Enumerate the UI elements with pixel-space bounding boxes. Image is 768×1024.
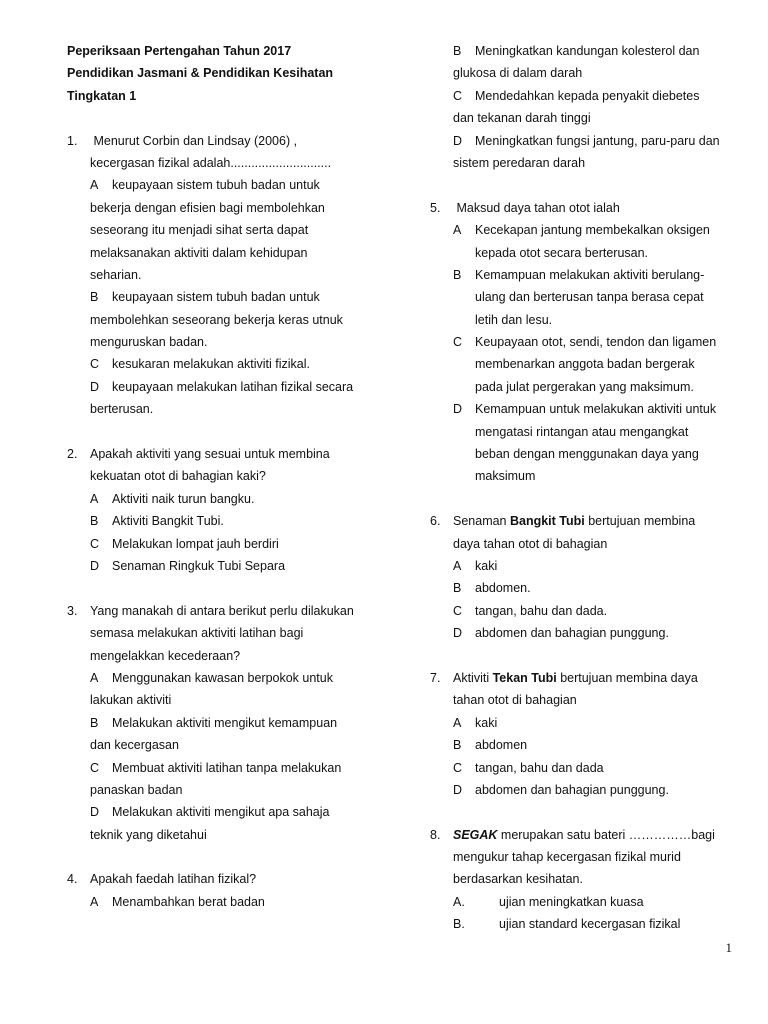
question-1-option-a-cont: melaksanakan aktiviti dalam kehidupan	[90, 245, 308, 260]
bold-term: Tekan Tubi	[492, 670, 557, 685]
question-3-option-b: B Melakukan aktiviti mengikut kemampuan	[90, 715, 338, 730]
question-5-option-a-cont: kepada otot secara berterusan.	[475, 245, 649, 260]
question-8-stem: 8. SEGAK merupakan satu bateri ……………bagi	[430, 824, 730, 846]
question-3-option-d: D Melakukan aktiviti mengikut apa sahaja	[90, 805, 330, 820]
right-column	[430, 40, 730, 936]
question-6-option-d: D abdomen dan bahagian punggung.	[453, 626, 669, 641]
question-5-option-b: B Kemampuan melakukan aktiviti berulang-	[453, 267, 705, 282]
question-4-stem: 4. Apakah faedah latihan fizikal?	[67, 868, 367, 890]
question-6-stem: 6. Senaman Bangkit Tubi bertujuan membina	[430, 510, 730, 532]
question-2-option-a: A Aktiviti naik turun bangku.	[90, 491, 255, 506]
form-level: Tingkatan 1	[67, 88, 137, 103]
question-5-option-d-cont: maksimum	[475, 469, 536, 484]
question-6-option-c: C tangan, bahu dan dada.	[453, 603, 608, 618]
question-3-stem-cont: mengelakkan kecederaan?	[90, 648, 241, 663]
question-1-option-a-cont: seharian.	[90, 267, 142, 282]
question-8-stem-cont: berdasarkan kesihatan.	[453, 872, 583, 887]
question-2-option-b: B Aktiviti Bangkit Tubi.	[90, 514, 224, 529]
question-3-option-a-cont: lakukan aktiviti	[90, 693, 172, 708]
exam-title: Peperiksaan Pertengahan Tahun 2017	[67, 44, 292, 58]
question-3-option-a: A Menggunakan kawasan berpokok untuk	[90, 670, 333, 685]
question-1-option-a: A keupayaan sistem tubuh badan untuk	[90, 178, 320, 193]
bold-term: SEGAK	[453, 827, 498, 842]
question-1-option-b-cont: membolehkan seseorang bekerja keras utnuk	[90, 312, 343, 327]
question-3-stem: 3. Yang manakah di antara berikut perlu dilakukan	[67, 600, 367, 622]
left-column	[67, 40, 367, 913]
question-3-option-c-cont: panaskan badan	[90, 782, 183, 797]
question-4-option-c-cont: dan tekanan darah tinggi	[453, 111, 591, 126]
question-5-option-b-cont: letih dan lesu.	[475, 312, 553, 327]
question-8-option-b: B. ujian standard kecergasan fizikal	[453, 917, 681, 932]
question-4-option-b-cont: glukosa di dalam darah	[453, 66, 583, 81]
question-2-stem-cont: kekuatan otot di bahagian kaki?	[90, 469, 266, 484]
question-7-stem: 7. Aktiviti Tekan Tubi bertujuan membina daya	[430, 667, 730, 689]
question-number: 2.	[67, 447, 78, 462]
question-5-option-b-cont: ulang dan berterusan tanpa berasa cepat	[475, 290, 704, 305]
bold-term: Bangkit Tubi	[509, 514, 585, 529]
question-1-option-b: B keupayaan sistem tubuh badan untuk	[90, 290, 320, 305]
question-3-stem-cont: semasa melakukan aktiviti latihan bagi	[90, 626, 304, 641]
question-number: 6.	[430, 514, 441, 529]
question-1-stem-cont: kecergasan fizikal adalah.............................	[90, 155, 332, 170]
question-7-option-b: B abdomen	[453, 738, 528, 753]
question-5-option-d-cont: mengatasi rintangan atau mengangkat	[475, 424, 689, 439]
question-7-option-a: A kaki	[453, 715, 498, 730]
question-5-option-d-cont: beban dengan menggunakan daya yang	[475, 447, 699, 462]
question-8-option-a: A. ujian meningkatkan kuasa	[453, 894, 644, 909]
page-number: 1	[725, 940, 732, 955]
question-1-stem: 1. Menurut Corbin dan Lindsay (2006) ,	[67, 130, 367, 152]
question-3-option-d-cont: teknik yang diketahui	[90, 827, 207, 842]
question-5-option-c-cont: membenarkan anggota badan bergerak	[475, 357, 695, 372]
question-6-option-b: B abdomen.	[453, 581, 531, 596]
question-2-option-c: C Melakukan lompat jauh berdiri	[90, 536, 279, 551]
question-1-option-d-cont: berterusan.	[90, 402, 154, 417]
question-4-option-c: C Mendedahkan kepada penyakit diebetes	[453, 88, 700, 103]
question-5-option-c: C Keupayaan otot, sendi, tendon dan ligamen	[453, 335, 717, 350]
question-number: 3.	[67, 603, 78, 618]
question-4-option-a: A Menambahkan berat badan	[90, 894, 265, 909]
question-3-option-c: C Membuat aktiviti latihan tanpa melakukan	[90, 760, 342, 775]
question-2-stem: 2. Apakah aktiviti yang sesuai untuk membina	[67, 443, 367, 465]
question-5-option-c-cont: pada julat pergerakan yang maksimum.	[475, 379, 694, 394]
question-number: 8.	[430, 827, 441, 842]
question-7-option-d: D abdomen dan bahagian punggung.	[453, 782, 669, 797]
question-5-option-d: D Kemampuan untuk melakukan aktiviti untuk	[453, 402, 717, 417]
question-3-option-b-cont: dan kecergasan	[90, 738, 179, 753]
question-1-option-a-cont: bekerja dengan efisien bagi membolehkan	[90, 200, 325, 215]
question-1-option-a-cont: seseorang itu menjadi sihat serta dapat	[90, 223, 309, 238]
question-4-option-d: D Meningkatkan fungsi jantung, paru-paru dan	[453, 133, 720, 148]
question-number: 5.	[430, 200, 441, 215]
question-number: 7.	[430, 670, 441, 685]
question-number: 4.	[67, 872, 78, 887]
question-4-option-d-cont: sistem peredaran darah	[453, 155, 586, 170]
question-number: 1.	[67, 133, 78, 148]
question-1-option-d: D keupayaan melakukan latihan fizikal secara	[90, 379, 354, 394]
question-4-option-b: B Meningkatkan kandungan kolesterol dan	[453, 44, 700, 58]
question-7-option-c: C tangan, bahu dan dada	[453, 760, 604, 775]
question-8-stem-cont: mengukur tahap kecergasan fizikal murid	[453, 850, 681, 865]
subject-title: Pendidikan Jasmani & Pendidikan Kesihatan	[67, 66, 334, 81]
question-7-stem-cont: tahan otot di bahagian	[453, 693, 577, 708]
question-2-option-d: D Senaman Ringkuk Tubi Separa	[90, 558, 286, 573]
question-6-option-a: A kaki	[453, 558, 498, 573]
question-1-option-c: C kesukaran melakukan aktiviti fizikal.	[90, 357, 310, 372]
question-1-option-b-cont: menguruskan badan.	[90, 335, 208, 350]
question-5-option-a: A Kecekapan jantung membekalkan oksigen	[453, 223, 710, 238]
question-5-stem: 5. Maksud daya tahan otot ialah	[430, 197, 730, 219]
question-6-stem-cont: daya tahan otot di bahagian	[453, 536, 608, 551]
